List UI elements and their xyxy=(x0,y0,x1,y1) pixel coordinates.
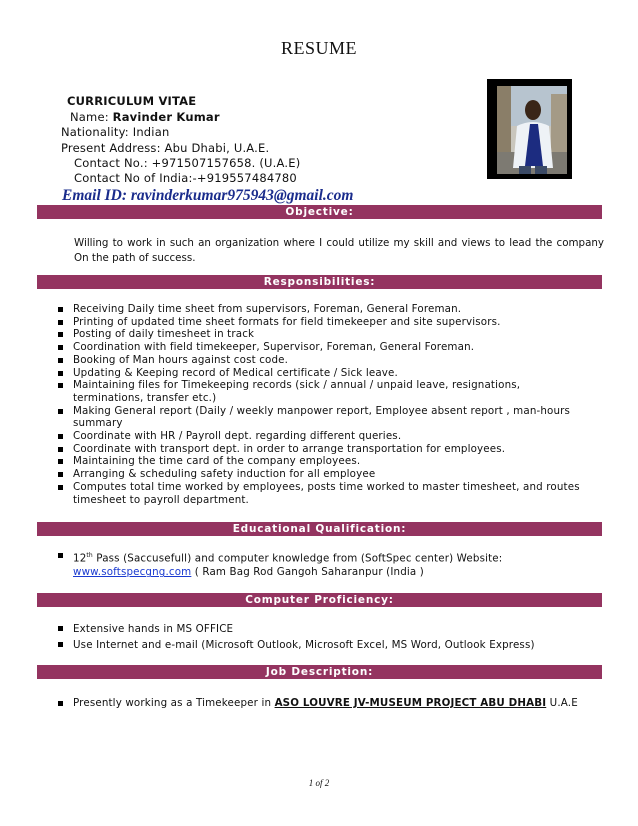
education-list xyxy=(0,549,593,579)
document-title: RESUME xyxy=(280,38,357,58)
list-item: Maintaining the time card of the company employees. xyxy=(0,455,593,468)
education-text: Pass (Saccusefull) and computer knowledge from (SoftSpec center) Website: xyxy=(92,552,503,565)
job-heading: Job Description: xyxy=(37,665,602,679)
bullet-icon xyxy=(58,472,63,477)
contact-uae: Contact No.: +971507157658. (U.A.E) xyxy=(74,156,301,170)
list-item: Arranging & scheduling safety induction for all employee xyxy=(0,468,593,481)
bullet-icon xyxy=(58,642,63,647)
list-item xyxy=(0,697,593,710)
list-item: Use Internet and e-mail (Microsoft Outlook, Microsoft Excel, MS Word, Outlook Express) xyxy=(0,637,593,653)
bullet-icon xyxy=(58,553,63,558)
bullet-icon xyxy=(58,332,63,337)
bullet-icon xyxy=(58,626,63,631)
bullet-icon xyxy=(58,307,63,312)
education-location: ( Ram Bag Rod Gangoh Saharanpur (India ) xyxy=(191,566,424,579)
bullet-icon xyxy=(58,459,63,464)
grade: 12 xyxy=(73,552,87,565)
bullet-icon xyxy=(58,485,63,490)
list-item: Coordination with field timekeeper, Supervisor, Foreman, General Foreman. xyxy=(0,341,593,354)
job-list xyxy=(0,697,593,710)
bullet-icon xyxy=(58,345,63,350)
list-item: Computes total time worked by employees, posts time worked to master timesheet, and routes timesheet to payroll department. xyxy=(0,481,593,506)
list-item: Printing of updated time sheet formats for field timekeeper and site supervisors. xyxy=(0,316,593,329)
name-label: Name: xyxy=(70,110,113,124)
list-item: Updating & Keeping record of Medical certificate / Sick leave. xyxy=(0,367,593,380)
present-address: Present Address: Abu Dhabi, U.A.E. xyxy=(61,141,270,155)
email-id: Email ID: ravinderkumar975943@gmail.com xyxy=(62,187,354,204)
grade-suffix: th xyxy=(86,552,93,559)
job-prefix: Presently working as a Timekeeper in xyxy=(73,697,275,709)
objective-text: Willing to work in such an organization where I could utilize my skill and views to lead the company On the path of success. xyxy=(74,237,604,264)
list-item: Receiving Daily time sheet from supervisors, Foreman, General Foreman. xyxy=(0,303,593,316)
responsibilities-heading: Responsibilities: xyxy=(37,275,602,289)
bullet-icon xyxy=(58,371,63,376)
bullet-icon xyxy=(58,409,63,414)
nationality: Nationality: Indian xyxy=(61,125,170,139)
bullet-icon xyxy=(58,320,63,325)
computer-heading: Computer Proficiency: xyxy=(37,593,602,607)
list-item: Booking of Man hours against cost code. xyxy=(0,354,593,367)
cv-label: CURRICULUM VITAE xyxy=(67,94,197,108)
list-item: Extensive hands in MS OFFICE xyxy=(0,621,593,637)
bullet-icon xyxy=(58,434,63,439)
contact-india: Contact No of India:-+919557484780 xyxy=(74,171,297,185)
page-number: 1 of 2 xyxy=(308,778,330,788)
list-item xyxy=(0,549,593,579)
bullet-icon xyxy=(58,701,63,706)
responsibilities-list xyxy=(0,303,593,506)
job-suffix: U.A.E xyxy=(546,697,578,709)
list-item: Coordinate with transport dept. in order to arrange transportation for employees. xyxy=(0,443,593,456)
bullet-icon xyxy=(58,447,63,452)
profile-photo xyxy=(497,86,567,174)
bullet-icon xyxy=(58,383,63,388)
bullet-icon xyxy=(58,358,63,363)
objective-heading: Objective: xyxy=(37,205,602,219)
list-item: Posting of daily timesheet in track xyxy=(0,328,593,341)
list-item: Maintaining files for Timekeeping records (sick / annual / unpaid leave, resignations, terminations, transfer etc.) xyxy=(0,379,593,404)
list-item: Coordinate with HR / Payroll dept. regarding different queries. xyxy=(0,430,593,443)
computer-list xyxy=(0,621,593,653)
name-line xyxy=(70,110,220,124)
list-item: Making General report (Daily / weekly manpower report, Employee absent report , man-hours summary xyxy=(0,405,593,430)
name-value: Ravinder Kumar xyxy=(112,110,220,124)
website-link[interactable]: www.softspecgng.com xyxy=(73,566,192,579)
education-heading: Educational Qualification: xyxy=(37,522,602,536)
project-name: ASO LOUVRE JV-MUSEUM PROJECT ABU DHABI xyxy=(274,697,547,709)
